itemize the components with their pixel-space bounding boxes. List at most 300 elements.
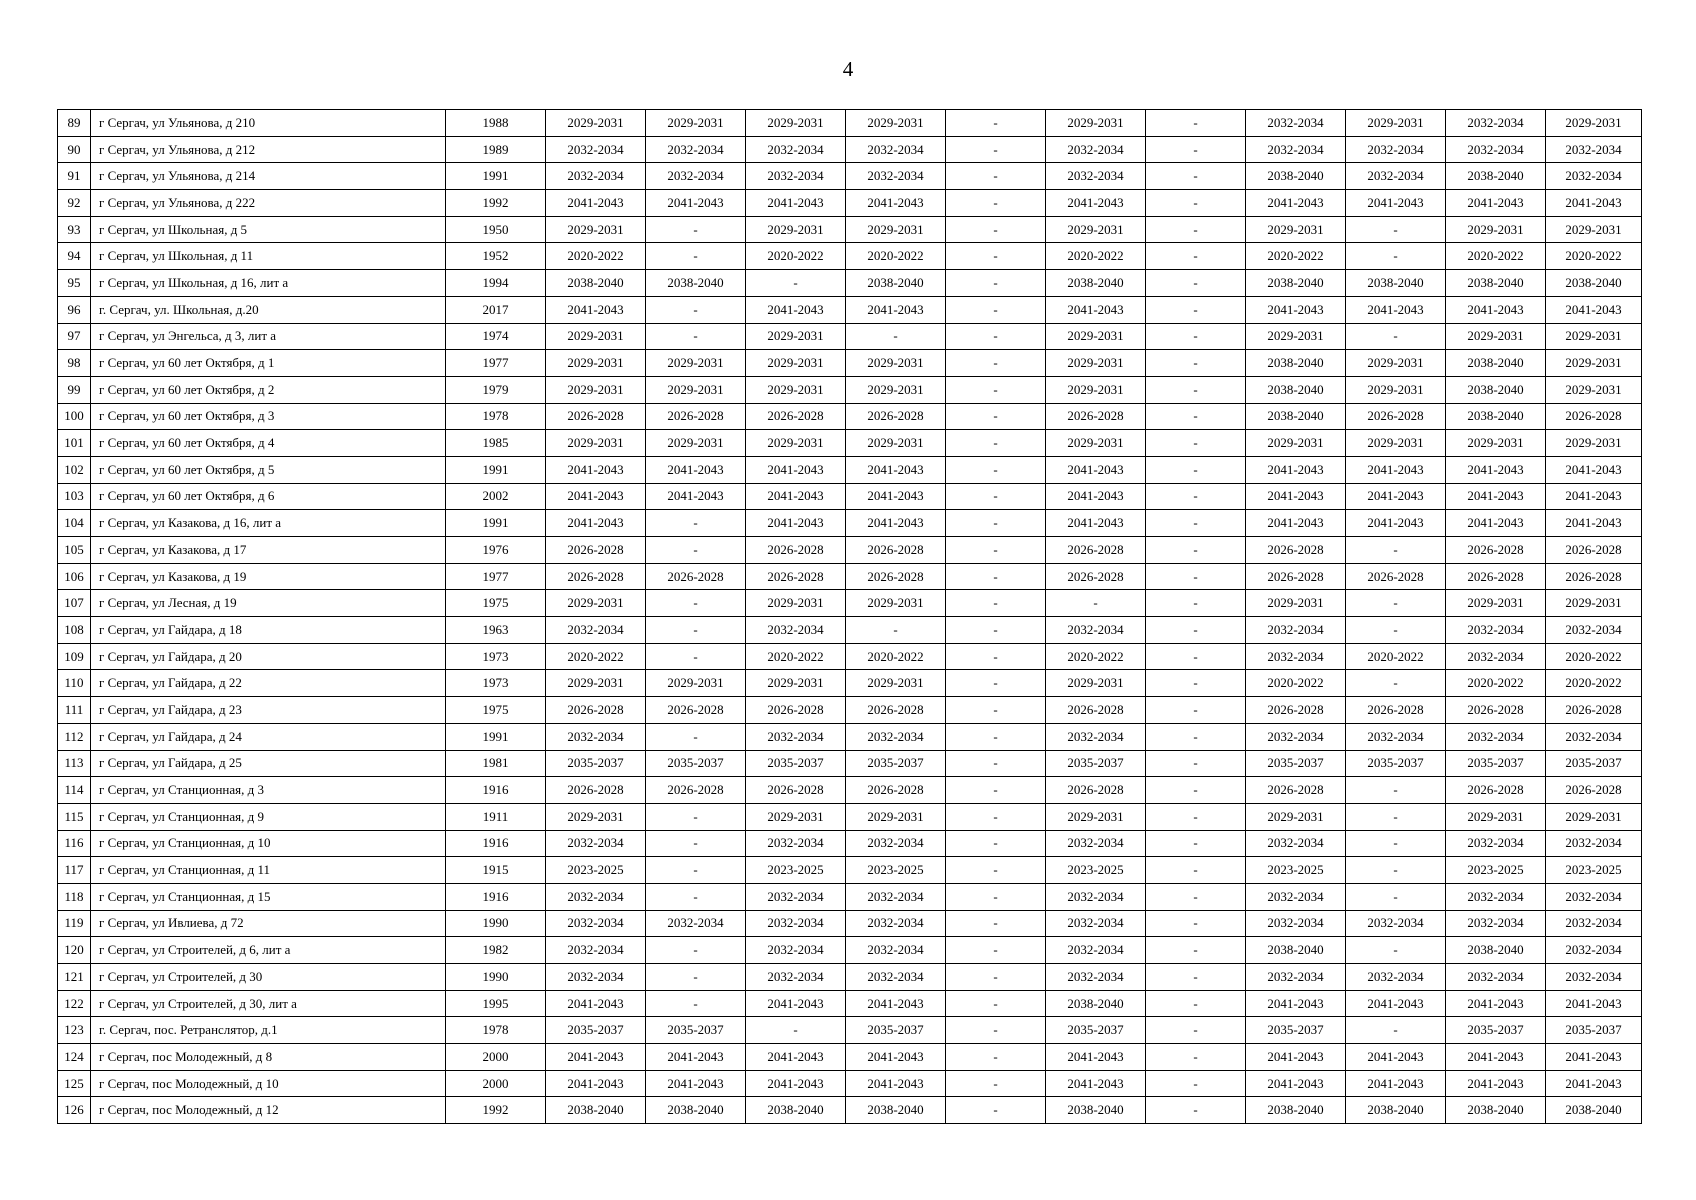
period-cell: 2038-2040 — [1246, 350, 1346, 377]
period-cell: 2041-2043 — [746, 1070, 846, 1097]
period-cell: 2041-2043 — [1246, 483, 1346, 510]
period-cell: - — [1146, 296, 1246, 323]
period-cell: 2041-2043 — [1446, 990, 1546, 1017]
period-cell: 2041-2043 — [1246, 190, 1346, 217]
row-number-cell: 91 — [58, 163, 91, 190]
period-cell: 2041-2043 — [546, 1070, 646, 1097]
build-year-cell: 1978 — [446, 1017, 546, 1044]
period-cell: - — [1146, 1070, 1246, 1097]
period-cell: - — [946, 1017, 1046, 1044]
period-cell: 2029-2031 — [746, 376, 846, 403]
period-cell: 2032-2034 — [1446, 830, 1546, 857]
period-cell: 2038-2040 — [1046, 1097, 1146, 1124]
period-cell: 2035-2037 — [1546, 750, 1642, 777]
table-row — [58, 750, 1642, 777]
period-cell: - — [1146, 537, 1246, 564]
period-cell: 2038-2040 — [1446, 403, 1546, 430]
period-cell: 2029-2031 — [1246, 803, 1346, 830]
table-row — [58, 883, 1642, 910]
period-cell: 2032-2034 — [846, 910, 946, 937]
table-row — [58, 777, 1642, 804]
row-number-cell: 103 — [58, 483, 91, 510]
period-cell: 2026-2028 — [1446, 537, 1546, 564]
period-cell: 2035-2037 — [646, 1017, 746, 1044]
period-cell: - — [1346, 216, 1446, 243]
period-cell: - — [946, 216, 1046, 243]
address-cell: г Сергач, ул Казакова, д 16, лит а — [91, 510, 446, 537]
row-number-cell: 105 — [58, 537, 91, 564]
period-cell: 2041-2043 — [646, 1070, 746, 1097]
period-cell: 2038-2040 — [1546, 270, 1642, 297]
period-cell: 2029-2031 — [846, 803, 946, 830]
period-cell: 2029-2031 — [1046, 110, 1146, 137]
period-cell: - — [1146, 1097, 1246, 1124]
period-cell: 2041-2043 — [1046, 1044, 1146, 1071]
table-row — [58, 857, 1642, 884]
address-cell: г Сергач, ул Строителей, д 30 — [91, 964, 446, 991]
address-cell: г Сергач, ул Станционная, д 11 — [91, 857, 446, 884]
period-cell: - — [646, 216, 746, 243]
period-cell: 2029-2031 — [746, 430, 846, 457]
period-cell: 2035-2037 — [1046, 1017, 1146, 1044]
period-cell: 2029-2031 — [746, 590, 846, 617]
period-cell: - — [946, 296, 1046, 323]
period-cell: 2041-2043 — [1246, 1070, 1346, 1097]
period-cell: 2029-2031 — [1546, 216, 1642, 243]
period-cell: 2032-2034 — [1446, 643, 1546, 670]
period-cell: 2038-2040 — [646, 1097, 746, 1124]
period-cell: 2038-2040 — [546, 270, 646, 297]
period-cell: 2032-2034 — [1246, 723, 1346, 750]
period-cell: 2020-2022 — [846, 243, 946, 270]
period-cell: 2041-2043 — [646, 190, 746, 217]
period-cell: 2041-2043 — [646, 1044, 746, 1071]
period-cell: 2035-2037 — [846, 1017, 946, 1044]
period-cell: 2026-2028 — [746, 777, 846, 804]
address-cell: г Сергач, ул Станционная, д 3 — [91, 777, 446, 804]
period-cell: - — [646, 537, 746, 564]
period-cell: 2029-2031 — [1046, 670, 1146, 697]
period-cell: 2041-2043 — [1446, 483, 1546, 510]
address-cell: г. Сергач, ул. Школьная, д.20 — [91, 296, 446, 323]
period-cell: 2020-2022 — [1046, 243, 1146, 270]
period-cell: 2041-2043 — [846, 510, 946, 537]
row-number-cell: 113 — [58, 750, 91, 777]
period-cell: 2026-2028 — [1046, 537, 1146, 564]
period-cell: - — [946, 510, 1046, 537]
period-cell: 2041-2043 — [546, 456, 646, 483]
period-cell: 2032-2034 — [546, 910, 646, 937]
period-cell: 2038-2040 — [1246, 1097, 1346, 1124]
period-cell: 2032-2034 — [1346, 163, 1446, 190]
period-cell: 2032-2034 — [1546, 883, 1642, 910]
period-cell: - — [1146, 937, 1246, 964]
period-cell: - — [1346, 323, 1446, 350]
period-cell: 2035-2037 — [1346, 750, 1446, 777]
period-cell: 2032-2034 — [1246, 643, 1346, 670]
period-cell: - — [1346, 670, 1446, 697]
period-cell: 2029-2031 — [746, 323, 846, 350]
period-cell: 2029-2031 — [546, 323, 646, 350]
row-number-cell: 124 — [58, 1044, 91, 1071]
period-cell: 2032-2034 — [1546, 910, 1642, 937]
period-cell: 2029-2031 — [1546, 590, 1642, 617]
period-cell: 2041-2043 — [646, 456, 746, 483]
period-cell: 2041-2043 — [1246, 296, 1346, 323]
period-cell: 2032-2034 — [1046, 163, 1146, 190]
period-cell: 2032-2034 — [1546, 163, 1642, 190]
build-year-cell: 1975 — [446, 697, 546, 724]
build-year-cell: 1911 — [446, 803, 546, 830]
period-cell: 2041-2043 — [846, 190, 946, 217]
period-cell: 2041-2043 — [1046, 1070, 1146, 1097]
period-cell: - — [646, 643, 746, 670]
period-cell: 2026-2028 — [1346, 403, 1446, 430]
period-cell: - — [1146, 857, 1246, 884]
table-row — [58, 163, 1642, 190]
table-row — [58, 537, 1642, 564]
period-cell: 2032-2034 — [746, 910, 846, 937]
period-cell: 2041-2043 — [1546, 1070, 1642, 1097]
period-cell: - — [646, 510, 746, 537]
period-cell: - — [646, 590, 746, 617]
address-cell: г Сергач, ул Энгельса, д 3, лит а — [91, 323, 446, 350]
period-cell: 2041-2043 — [1546, 510, 1642, 537]
period-cell: - — [1146, 723, 1246, 750]
period-cell: 2032-2034 — [1046, 964, 1146, 991]
period-cell: 2032-2034 — [1546, 937, 1642, 964]
build-year-cell: 2000 — [446, 1070, 546, 1097]
period-cell: - — [846, 323, 946, 350]
address-cell: г Сергач, ул Гайдара, д 22 — [91, 670, 446, 697]
period-cell: 2026-2028 — [646, 697, 746, 724]
table-row — [58, 830, 1642, 857]
period-cell: 2029-2031 — [1446, 803, 1546, 830]
period-cell: 2041-2043 — [1246, 456, 1346, 483]
row-number-cell: 108 — [58, 617, 91, 644]
period-cell: 2032-2034 — [1446, 136, 1546, 163]
table-row — [58, 190, 1642, 217]
period-cell: - — [1346, 617, 1446, 644]
build-year-cell: 1978 — [446, 403, 546, 430]
row-number-cell: 101 — [58, 430, 91, 457]
period-cell: 2032-2034 — [1546, 723, 1642, 750]
period-cell: 2029-2031 — [1546, 430, 1642, 457]
period-cell: 2020-2022 — [1546, 643, 1642, 670]
address-cell: г Сергач, ул Ивлиева, д 72 — [91, 910, 446, 937]
row-number-cell: 97 — [58, 323, 91, 350]
row-number-cell: 117 — [58, 857, 91, 884]
period-cell: - — [1146, 990, 1246, 1017]
period-cell: 2032-2034 — [846, 883, 946, 910]
period-cell: - — [646, 803, 746, 830]
period-cell: - — [1146, 563, 1246, 590]
table-body — [58, 110, 1642, 1124]
period-cell: 2029-2031 — [746, 350, 846, 377]
period-cell: - — [1146, 403, 1246, 430]
period-cell: - — [1146, 1044, 1246, 1071]
row-number-cell: 126 — [58, 1097, 91, 1124]
period-cell: 2032-2034 — [546, 723, 646, 750]
period-cell: 2041-2043 — [546, 990, 646, 1017]
period-cell: 2026-2028 — [1246, 537, 1346, 564]
period-cell: 2038-2040 — [1446, 163, 1546, 190]
row-number-cell: 121 — [58, 964, 91, 991]
period-cell: 2029-2031 — [1046, 803, 1146, 830]
period-cell: - — [946, 750, 1046, 777]
period-cell: 2029-2031 — [1046, 216, 1146, 243]
period-cell: 2026-2028 — [1546, 563, 1642, 590]
period-cell: 2029-2031 — [1446, 323, 1546, 350]
period-cell: - — [1146, 750, 1246, 777]
row-number-cell: 123 — [58, 1017, 91, 1044]
period-cell: 2041-2043 — [1346, 1070, 1446, 1097]
address-cell: г Сергач, ул Школьная, д 5 — [91, 216, 446, 243]
period-cell: 2032-2034 — [846, 964, 946, 991]
period-cell: - — [946, 563, 1046, 590]
period-cell: 2026-2028 — [1446, 697, 1546, 724]
period-cell: 2026-2028 — [546, 777, 646, 804]
period-cell: 2032-2034 — [546, 136, 646, 163]
period-cell: 2032-2034 — [1246, 110, 1346, 137]
period-cell: 2041-2043 — [1046, 296, 1146, 323]
period-cell: 2032-2034 — [1046, 830, 1146, 857]
period-cell: 2029-2031 — [646, 430, 746, 457]
period-cell: 2041-2043 — [746, 483, 846, 510]
address-cell: г Сергач, ул Гайдара, д 18 — [91, 617, 446, 644]
period-cell: - — [946, 163, 1046, 190]
row-number-cell: 99 — [58, 376, 91, 403]
period-cell: 2026-2028 — [1246, 777, 1346, 804]
period-cell: 2026-2028 — [1546, 777, 1642, 804]
period-cell: - — [646, 323, 746, 350]
period-cell: 2032-2034 — [1346, 723, 1446, 750]
build-year-cell: 1995 — [446, 990, 546, 1017]
address-cell: г Сергач, ул Станционная, д 10 — [91, 830, 446, 857]
period-cell: 2026-2028 — [1346, 697, 1446, 724]
period-cell: 2026-2028 — [1046, 563, 1146, 590]
period-cell: 2032-2034 — [1546, 964, 1642, 991]
table-row — [58, 243, 1642, 270]
address-cell: г Сергач, ул Ульянова, д 212 — [91, 136, 446, 163]
period-cell: - — [646, 857, 746, 884]
period-cell: 2032-2034 — [1246, 964, 1346, 991]
period-cell: 2029-2031 — [646, 110, 746, 137]
period-cell: 2032-2034 — [746, 163, 846, 190]
period-cell: 2041-2043 — [746, 510, 846, 537]
period-cell: 2029-2031 — [546, 670, 646, 697]
period-cell: 2032-2034 — [846, 163, 946, 190]
period-cell: 2029-2031 — [746, 803, 846, 830]
period-cell: 2032-2034 — [846, 937, 946, 964]
period-cell: - — [946, 697, 1046, 724]
period-cell: 2026-2028 — [1046, 697, 1146, 724]
period-cell: 2038-2040 — [846, 1097, 946, 1124]
period-cell: 2026-2028 — [746, 697, 846, 724]
period-cell: - — [946, 830, 1046, 857]
period-cell: 2020-2022 — [1246, 670, 1346, 697]
table-row — [58, 590, 1642, 617]
period-cell: - — [946, 270, 1046, 297]
build-year-cell: 1975 — [446, 590, 546, 617]
period-cell: - — [1146, 190, 1246, 217]
period-cell: 2035-2037 — [1546, 1017, 1642, 1044]
period-cell: - — [1146, 697, 1246, 724]
period-cell: 2029-2031 — [1346, 350, 1446, 377]
row-number-cell: 107 — [58, 590, 91, 617]
period-cell: 2020-2022 — [1246, 243, 1346, 270]
period-cell: 2041-2043 — [746, 1044, 846, 1071]
period-cell: 2035-2037 — [1446, 1017, 1546, 1044]
period-cell: 2029-2031 — [1046, 350, 1146, 377]
period-cell: 2032-2034 — [646, 163, 746, 190]
row-number-cell: 114 — [58, 777, 91, 804]
build-year-cell: 1973 — [446, 670, 546, 697]
period-cell: 2032-2034 — [1046, 883, 1146, 910]
period-cell: 2029-2031 — [546, 216, 646, 243]
row-number-cell: 111 — [58, 697, 91, 724]
period-cell: 2029-2031 — [546, 803, 646, 830]
period-cell: 2023-2025 — [1246, 857, 1346, 884]
period-cell: 2041-2043 — [1046, 456, 1146, 483]
table-row — [58, 456, 1642, 483]
period-cell: - — [1346, 830, 1446, 857]
row-number-cell: 109 — [58, 643, 91, 670]
period-cell: - — [946, 590, 1046, 617]
period-cell: 2029-2031 — [1546, 110, 1642, 137]
period-cell: - — [946, 964, 1046, 991]
period-cell: 2026-2028 — [546, 403, 646, 430]
period-cell: 2029-2031 — [846, 670, 946, 697]
period-cell: 2038-2040 — [646, 270, 746, 297]
address-cell: г Сергач, ул Школьная, д 11 — [91, 243, 446, 270]
address-cell: г Сергач, ул Гайдара, д 25 — [91, 750, 446, 777]
address-cell: г Сергач, ул 60 лет Октября, д 5 — [91, 456, 446, 483]
address-cell: г Сергач, ул 60 лет Октября, д 3 — [91, 403, 446, 430]
repair-schedule-table — [57, 109, 1642, 1124]
period-cell: 2032-2034 — [746, 136, 846, 163]
table-row — [58, 510, 1642, 537]
table-row — [58, 1017, 1642, 1044]
period-cell: 2041-2043 — [746, 190, 846, 217]
period-cell: - — [646, 964, 746, 991]
period-cell: 2020-2022 — [546, 243, 646, 270]
build-year-cell: 1985 — [446, 430, 546, 457]
period-cell: 2032-2034 — [1546, 830, 1642, 857]
period-cell: 2041-2043 — [1446, 1044, 1546, 1071]
period-cell: 2026-2028 — [746, 403, 846, 430]
period-cell: - — [1346, 590, 1446, 617]
period-cell: 2038-2040 — [1446, 350, 1546, 377]
build-year-cell: 1977 — [446, 350, 546, 377]
period-cell: - — [1146, 243, 1246, 270]
period-cell: 2032-2034 — [846, 723, 946, 750]
period-cell: 2041-2043 — [1446, 510, 1546, 537]
period-cell: - — [946, 350, 1046, 377]
period-cell: 2029-2031 — [1546, 803, 1642, 830]
period-cell: - — [1146, 510, 1246, 537]
period-cell: 2026-2028 — [1346, 563, 1446, 590]
period-cell: 2032-2034 — [746, 830, 846, 857]
period-cell: 2029-2031 — [1546, 376, 1642, 403]
period-cell: - — [1146, 1017, 1246, 1044]
table-row — [58, 323, 1642, 350]
period-cell: 2020-2022 — [846, 643, 946, 670]
period-cell: 2029-2031 — [1246, 430, 1346, 457]
period-cell: 2032-2034 — [1446, 964, 1546, 991]
period-cell: 2029-2031 — [1246, 590, 1346, 617]
period-cell: - — [1346, 937, 1446, 964]
period-cell: - — [1146, 910, 1246, 937]
address-cell: г Сергач, ул Гайдара, д 24 — [91, 723, 446, 750]
period-cell: 2041-2043 — [746, 990, 846, 1017]
period-cell: 2041-2043 — [1046, 190, 1146, 217]
row-number-cell: 116 — [58, 830, 91, 857]
period-cell: 2023-2025 — [746, 857, 846, 884]
build-year-cell: 1990 — [446, 964, 546, 991]
address-cell: г Сергач, ул Ульянова, д 214 — [91, 163, 446, 190]
period-cell: 2029-2031 — [846, 110, 946, 137]
period-cell: 2032-2034 — [546, 830, 646, 857]
period-cell: 2038-2040 — [1346, 270, 1446, 297]
period-cell: - — [646, 243, 746, 270]
period-cell: 2032-2034 — [846, 830, 946, 857]
period-cell: 2026-2028 — [1546, 537, 1642, 564]
address-cell: г Сергач, ул 60 лет Октября, д 2 — [91, 376, 446, 403]
period-cell: 2026-2028 — [546, 537, 646, 564]
row-number-cell: 125 — [58, 1070, 91, 1097]
period-cell: 2032-2034 — [646, 136, 746, 163]
table-row — [58, 723, 1642, 750]
period-cell: 2029-2031 — [546, 350, 646, 377]
period-cell: 2020-2022 — [1546, 670, 1642, 697]
period-cell: 2041-2043 — [846, 483, 946, 510]
period-cell: 2029-2031 — [746, 670, 846, 697]
period-cell: 2041-2043 — [546, 190, 646, 217]
period-cell: 2029-2031 — [846, 590, 946, 617]
build-year-cell: 1977 — [446, 563, 546, 590]
table-row — [58, 376, 1642, 403]
period-cell: 2020-2022 — [1446, 243, 1546, 270]
period-cell: 2041-2043 — [1346, 1044, 1446, 1071]
period-cell: - — [1346, 803, 1446, 830]
table-row — [58, 430, 1642, 457]
period-cell: 2023-2025 — [1046, 857, 1146, 884]
address-cell: г Сергач, ул Строителей, д 30, лит а — [91, 990, 446, 1017]
period-cell: - — [946, 777, 1046, 804]
build-year-cell: 1994 — [446, 270, 546, 297]
period-cell: - — [1346, 883, 1446, 910]
address-cell: г Сергач, ул Школьная, д 16, лит а — [91, 270, 446, 297]
period-cell: - — [646, 617, 746, 644]
period-cell: - — [946, 136, 1046, 163]
period-cell: - — [1146, 110, 1246, 137]
build-year-cell: 1979 — [446, 376, 546, 403]
period-cell: 2029-2031 — [546, 590, 646, 617]
period-cell: 2035-2037 — [1446, 750, 1546, 777]
row-number-cell: 104 — [58, 510, 91, 537]
row-number-cell: 118 — [58, 883, 91, 910]
address-cell: г. Сергач, пос. Ретранслятор, д.1 — [91, 1017, 446, 1044]
period-cell: - — [1146, 456, 1246, 483]
period-cell: 2020-2022 — [1046, 643, 1146, 670]
address-cell: г Сергач, ул Лесная, д 19 — [91, 590, 446, 617]
period-cell: - — [1146, 323, 1246, 350]
period-cell: 2020-2022 — [1346, 643, 1446, 670]
period-cell: 2038-2040 — [846, 270, 946, 297]
period-cell: 2032-2034 — [846, 136, 946, 163]
build-year-cell: 1992 — [446, 190, 546, 217]
